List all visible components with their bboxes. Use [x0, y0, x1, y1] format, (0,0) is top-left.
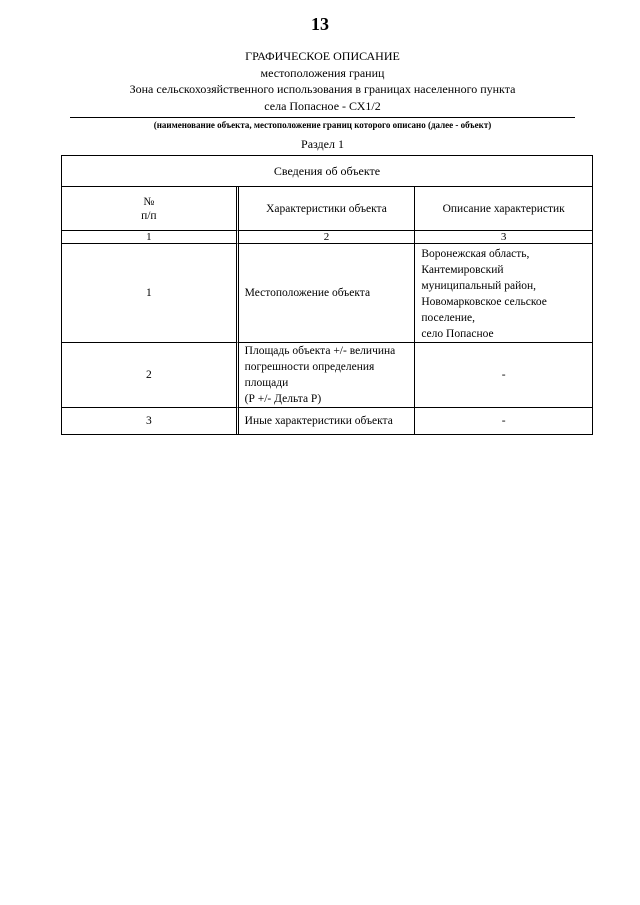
header-characteristics: Характеристики объекта — [239, 187, 416, 231]
row-num: 3 — [62, 408, 239, 434]
table-row — [62, 244, 592, 343]
row-description: - — [501, 415, 506, 427]
header-line-3: Зона сельскохозяйственного использования в границах населенного пункта — [129, 82, 516, 96]
row-num: 1 — [62, 244, 239, 343]
document-title: ГРАФИЧЕСКОЕ ОПИСАНИЕ — [245, 49, 400, 63]
characteristic-line: погрешности определения площади — [244, 361, 375, 389]
table-column-numbers-row — [62, 231, 592, 244]
header-num-line1: № — [143, 195, 155, 208]
description-line: Новомарковское сельское поселение, — [421, 296, 547, 324]
table-title: Сведения об объекте — [62, 156, 592, 187]
row-characteristic — [239, 343, 416, 408]
object-note: (наименование объекта, местоположение границ которого описано (далее - объект) — [153, 120, 492, 130]
table-row — [62, 343, 592, 408]
object-info-table — [61, 155, 593, 435]
header-description: Описание характеристик — [415, 187, 592, 231]
document-header — [70, 48, 575, 114]
header-num-line2: п/п — [141, 209, 157, 222]
description-line: село Попасное — [421, 328, 494, 340]
section-title: Раздел 1 — [301, 137, 344, 151]
column-number: 1 — [62, 231, 239, 244]
table-title-row — [62, 156, 592, 187]
table-row — [62, 408, 592, 434]
description-line: Кантемировский муниципальный район, — [421, 264, 536, 292]
column-number: 2 — [239, 231, 416, 244]
row-num: 2 — [62, 343, 239, 408]
characteristic-line: Площадь объекта +/- величина — [244, 345, 396, 357]
row-characteristic: Иные характеристики объекта — [239, 408, 416, 434]
column-number: 3 — [415, 231, 592, 244]
table-header-row — [62, 187, 592, 231]
header-num — [62, 187, 239, 231]
row-description — [415, 244, 592, 343]
page-number: 13 — [311, 14, 329, 34]
characteristic-line: (Р +/- Дельта Р) — [244, 393, 322, 405]
row-characteristic: Местоположение объекта — [239, 244, 416, 343]
header-line-2: местоположения границ — [260, 65, 385, 80]
row-description: - — [415, 343, 592, 408]
header-line-4: села Попасное - СХ1/2 — [264, 98, 381, 113]
header-divider — [70, 117, 575, 118]
description-line: Воронежская область, — [421, 248, 530, 260]
